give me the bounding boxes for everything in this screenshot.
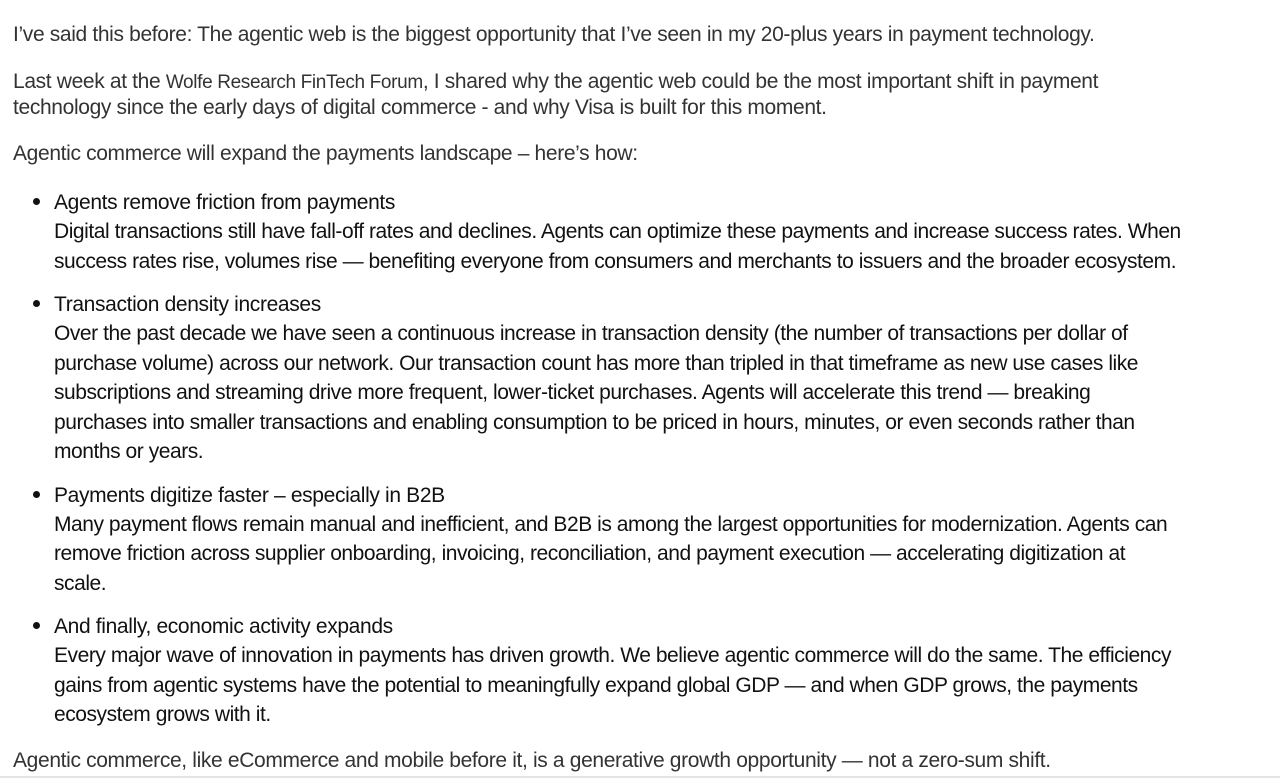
forum-line1-suffix: , I shared why the agentic web could be the most important shift in payment [422,70,1099,93]
list-item [13,481,1277,599]
bullet-body [54,510,1277,599]
forum-paragraph-line-1 [13,69,1098,95]
bullet-heading: And finally, economic activity expands [54,615,393,638]
bullet-heading: Agents remove friction from payments [54,191,396,214]
bullet-body-line: purchases into smaller transactions and enabling consumption to be priced in hours, minutes, or even seconds rather than [54,410,1135,434]
bullet-body-line: success rates rise, volumes rise — benefiting everyone from consumers and merchants to issuers and the broader ecosystem. [54,249,1177,273]
bullet-icon [33,491,40,498]
bullet-body-line: purchase volume) across our network. Our transaction count has more than tripled in that timeframe as new use cases like [54,351,1139,375]
bullet-body-line: months or years. [54,440,204,463]
bullet-body [54,319,1277,467]
bullet-icon [33,198,40,205]
intro-paragraph: I’ve said this before: The agentic web is the biggest opportunity that I’ve seen in my 20-plus years in payment technology. [13,23,1095,46]
bullet-body-line: Over the past decade we have seen a continuous increase in transaction density (the number of transactions per dollar of [54,322,1128,345]
list-intro: Agentic commerce will expand the payments landscape – here’s how: [13,142,638,165]
closing-paragraph: Agentic commerce, like eCommerce and mobile before it, is a generative growth opportunity — not a zero-sum shift. [13,749,1051,772]
bullet-body-line: scale. [54,571,107,595]
bullet-icon [33,622,40,629]
list-item [13,188,1277,276]
bullet-list [13,188,1277,744]
bullet-body [54,217,1277,276]
bullet-body-line: gains from agentic systems have the potential to meaningfully expand global GDP — and when GDP grows, the payments [54,673,1138,697]
list-item [13,290,1277,467]
forum-prefix: Last week at the [13,70,166,93]
bullet-body-line: Many payment flows remain manual and inefficient, and B2B is among the largest opportunities for modernization. Agents can [54,512,1168,536]
bullet-body-line: ecosystem grows with it. [54,703,271,726]
bullet-heading: Transaction density increases [54,293,321,316]
bullet-body-line: Every major wave of innovation in payments has driven growth. We believe agentic commerce will do the same. The efficiency [54,644,1171,667]
list-item [13,612,1277,730]
bullet-body [54,641,1277,730]
forum-paragraph [13,69,1098,120]
forum-paragraph-line-2: technology since the early days of digital commerce - and why Visa is built for this moment. [13,96,827,119]
bullet-body-line: remove friction across supplier onboarding, invoicing, reconciliation, and payment execution — accelerating digitization at [54,542,1126,565]
bullet-body-line: Digital transactions still have fall-off rates and declines. Agents can optimize these payments and increase success rates. When [54,220,1181,243]
bullet-heading: Payments digitize faster – especially in B2B [54,483,445,507]
bullet-icon [33,300,40,307]
bullet-body-line: subscriptions and streaming drive more frequent, lower-ticket purchases. Agents will accelerate this trend — breaking [54,381,1091,404]
event-name: Wolfe Research FinTech Forum [165,72,423,93]
